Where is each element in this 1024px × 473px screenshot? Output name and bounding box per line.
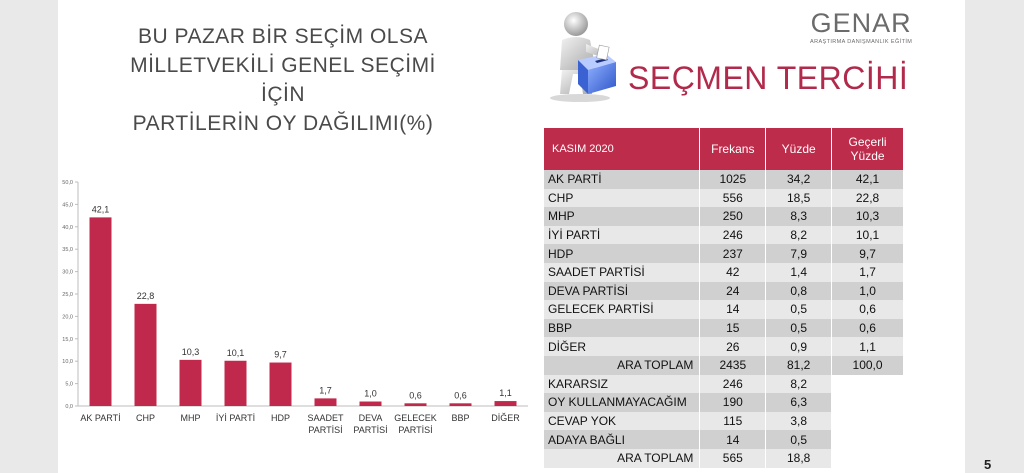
row-label: DEVA PARTİSİ	[544, 282, 700, 301]
bar	[450, 403, 472, 406]
table-row	[544, 430, 904, 449]
row-label: CEVAP YOK	[544, 412, 700, 431]
table-row	[544, 319, 904, 338]
row-percent: 6,3	[766, 393, 832, 412]
chart-bars	[90, 217, 517, 406]
logo-tagline: ARAŞTIRMA DANIŞMANLIK EĞİTİM	[810, 39, 913, 45]
y-tick-label: 40,0	[62, 224, 73, 231]
bar-chart	[58, 170, 538, 445]
category-label: PARTİSİ	[398, 425, 433, 435]
results-table	[544, 128, 904, 468]
row-valid-percent	[832, 449, 904, 468]
row-label: KARARSIZ	[544, 375, 700, 394]
y-tick-label: 10,0	[62, 359, 73, 366]
bar-value-label: 1,1	[499, 388, 512, 399]
row-percent: 8,2	[766, 375, 832, 394]
row-valid-percent: 10,1	[832, 226, 904, 245]
row-percent: 0,5	[766, 430, 832, 449]
category-label: GELECEK	[394, 413, 437, 423]
row-percent: 8,3	[766, 207, 832, 226]
row-frequency: 26	[700, 337, 766, 356]
chart-title	[118, 22, 448, 138]
bar	[135, 304, 157, 406]
category-label: SAADET	[307, 413, 344, 423]
category-label: HDP	[270, 413, 291, 423]
category-label: PARTİSİ	[308, 425, 343, 435]
header-percent: Yüzde	[766, 128, 832, 170]
row-valid-percent: 0,6	[832, 319, 904, 338]
row-valid-percent: 10,3	[832, 207, 904, 226]
title-line-1: BU PAZAR BİR SEÇİM OLSA	[137, 25, 428, 48]
bar	[270, 363, 292, 406]
row-label: ARA TOPLAM	[544, 449, 700, 468]
voter-ballot-box-icon	[540, 8, 620, 103]
table-row	[544, 375, 904, 394]
row-percent: 1,4	[766, 263, 832, 282]
row-label: CHP	[544, 189, 700, 208]
y-tick-label: 45,0	[62, 202, 73, 209]
row-valid-percent	[832, 412, 904, 431]
row-frequency: 42	[700, 263, 766, 282]
row-label: GELECEK PARTİSİ	[544, 300, 700, 319]
row-label: BBP	[544, 319, 700, 338]
y-tick-label: 15,0	[62, 336, 73, 343]
row-percent: 81,2	[766, 356, 832, 375]
row-percent: 34,2	[766, 170, 832, 189]
row-valid-percent	[832, 375, 904, 394]
category-label: CHP	[135, 413, 156, 423]
table-row	[544, 393, 904, 412]
table-row	[544, 244, 904, 263]
y-tick-label: 25,0	[62, 292, 73, 298]
row-valid-percent: 22,8	[832, 189, 904, 208]
row-label: AK PARTİ	[544, 170, 700, 189]
row-percent: 0,8	[766, 282, 832, 301]
table-row	[544, 412, 904, 431]
table-row	[544, 337, 904, 356]
category-label: MHP	[180, 413, 201, 423]
row-label: İYİ PARTİ	[544, 226, 700, 245]
bar-value-label: 42,1	[91, 204, 110, 215]
row-valid-percent	[832, 393, 904, 412]
row-valid-percent: 42,1	[832, 170, 904, 189]
genar-logo	[810, 8, 912, 45]
table-row	[544, 207, 904, 226]
page-number: 5	[984, 457, 992, 472]
bar	[360, 402, 382, 406]
table-body	[544, 170, 904, 468]
bar-value-label: 10,3	[181, 346, 200, 357]
bar	[315, 398, 337, 406]
table-subtotal-row	[544, 356, 904, 375]
row-frequency: 556	[700, 189, 766, 208]
row-percent: 18,8	[766, 449, 832, 468]
bar	[180, 360, 202, 406]
section-heading: SEÇMEN TERCİHİ	[628, 60, 909, 96]
row-percent: 3,8	[766, 412, 832, 431]
row-frequency: 115	[700, 412, 766, 431]
bar	[495, 401, 517, 406]
row-valid-percent: 1,7	[832, 263, 904, 282]
row-percent: 0,9	[766, 337, 832, 356]
row-valid-percent: 1,1	[832, 337, 904, 356]
bar	[225, 361, 247, 406]
table-row	[544, 170, 904, 189]
row-frequency: 565	[700, 449, 766, 468]
title-line-3: PARTİLERİN OY DAĞILIMI(%)	[132, 112, 434, 135]
row-label: OY KULLANMAYACAĞIM	[544, 393, 700, 412]
row-frequency: 237	[700, 244, 766, 263]
category-label: BBP	[451, 413, 470, 423]
row-frequency: 14	[700, 430, 766, 449]
category-label: AK PARTİ	[80, 413, 121, 423]
category-label: PARTİSİ	[353, 425, 388, 435]
row-percent: 8,2	[766, 226, 832, 245]
row-valid-percent: 100,0	[832, 356, 904, 375]
bar-value-label: 22,8	[136, 290, 155, 301]
slide	[58, 0, 992, 473]
row-frequency: 246	[700, 375, 766, 394]
row-frequency: 246	[700, 226, 766, 245]
table-subtotal-row	[544, 449, 904, 468]
row-frequency: 15	[700, 319, 766, 338]
bar-value-label: 0,6	[454, 390, 467, 401]
row-percent: 0,5	[766, 300, 832, 319]
row-valid-percent: 0,6	[832, 300, 904, 319]
table-row	[544, 300, 904, 319]
header-period: KASIM 2020	[544, 128, 700, 170]
row-frequency: 2435	[700, 356, 766, 375]
bar	[405, 403, 427, 406]
row-frequency: 14	[700, 300, 766, 319]
bar-value-label: 1,7	[319, 385, 332, 396]
category-label: DEVA	[358, 413, 383, 423]
title-line-2: MİLLETVEKİLİ GENEL SEÇİMİ İÇİN	[130, 54, 436, 106]
row-percent: 18,5	[766, 189, 832, 208]
chart-axes	[62, 180, 528, 410]
category-label: İYİ PARTİ	[215, 413, 256, 423]
row-label: HDP	[544, 244, 700, 263]
logo-wordmark: GENAR	[810, 8, 912, 38]
category-label: DİĞER	[491, 413, 520, 423]
row-label: DİĞER	[544, 337, 700, 356]
table-row	[544, 189, 904, 208]
row-frequency: 250	[700, 207, 766, 226]
row-label: MHP	[544, 207, 700, 226]
y-tick-label: 20,0	[62, 314, 73, 321]
table-row	[544, 282, 904, 301]
y-tick-label: 5,0	[65, 381, 73, 388]
y-tick-label: 50,0	[62, 180, 73, 186]
row-label: ARA TOPLAM	[544, 356, 700, 375]
bar-value-label: 9,7	[274, 349, 287, 360]
row-label: SAADET PARTİSİ	[544, 263, 700, 282]
row-valid-percent	[832, 430, 904, 449]
row-label: ADAYA BAĞLI	[544, 430, 700, 449]
bar-value-label: 0,6	[409, 390, 422, 401]
bar-value-label: 10,1	[226, 347, 245, 358]
table-header-row	[544, 128, 904, 170]
row-frequency: 190	[700, 393, 766, 412]
bar-value-label: 1,0	[364, 388, 377, 399]
row-percent: 7,9	[766, 244, 832, 263]
row-percent: 0,5	[766, 319, 832, 338]
bar	[90, 217, 112, 406]
header-valid-percent: Geçerli Yüzde	[832, 128, 904, 170]
header-frequency: Frekans	[700, 128, 766, 170]
y-tick-label: 35,0	[62, 247, 73, 254]
table-row	[544, 226, 904, 245]
row-frequency: 24	[700, 282, 766, 301]
y-tick-label: 30,0	[62, 269, 73, 276]
y-tick-label: 0,0	[65, 404, 73, 410]
row-frequency: 1025	[700, 170, 766, 189]
table-row	[544, 263, 904, 282]
row-valid-percent: 1,0	[832, 282, 904, 301]
row-valid-percent: 9,7	[832, 244, 904, 263]
